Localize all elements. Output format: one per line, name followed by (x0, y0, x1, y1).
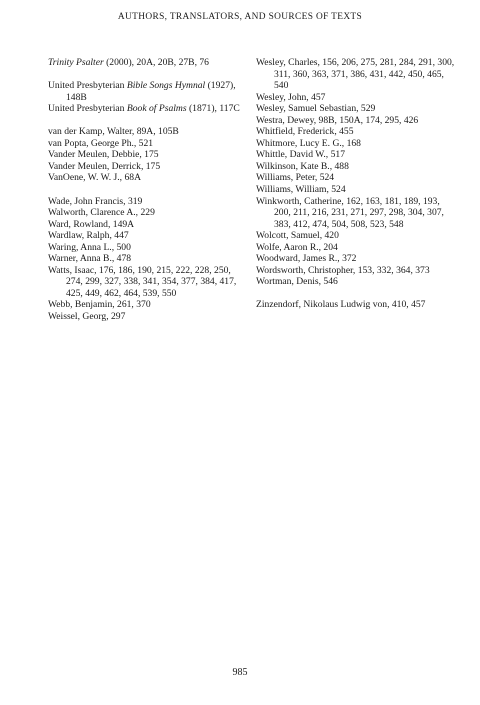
index-entry (256, 196, 456, 231)
entry-text: Whitmore, Lucy E. G., 168 (256, 137, 361, 149)
entry-text: van der Kamp, Walter, 89A, 105B (48, 126, 179, 138)
index-entry (48, 299, 243, 311)
entry-text: Williams, Peter, 524 (256, 172, 335, 184)
entry-text: Watts, Isaac, 176, 186, 190, 215, 222, 228, 250, 274, 299, 327, 338, 341, 354, 377, 384, 417, 425, 449, 462, 464, 539, 550 (48, 264, 237, 299)
index-entry (48, 172, 243, 184)
entry-text: Wolcott, Samuel, 420 (256, 230, 339, 242)
index-entry (256, 184, 456, 196)
entry-text: Zinzendorf, Nikolaus Ludwig von, 410, 457 (256, 299, 426, 311)
index-entry (256, 57, 456, 92)
entry-title-italic: Trinity Psalter (48, 57, 104, 68)
entry-text: Walworth, Clarence A., 229 (48, 207, 155, 219)
index-entry (48, 149, 243, 161)
index-column-right (256, 57, 456, 311)
index-entry (48, 207, 243, 219)
entry-text: Warner, Anna B., 478 (48, 253, 132, 265)
entry-title-italic: Book of Psalms (126, 103, 187, 115)
entry-text: (1927), 148B (66, 80, 236, 103)
index-entry (256, 242, 456, 254)
entry-text: Ward, Rowland, 149A (48, 218, 135, 230)
entry-text: Williams, William, 524 (256, 184, 346, 196)
entry-text: Winkworth, Catherine, 162, 163, 181, 189, 193, 200, 211, 216, 231, 271, 297, 298, 304, 307, 383, 412, 474, 504, 508, 523, 548 (256, 195, 444, 230)
entry-text: (1871), 117C (186, 103, 240, 115)
entry-text: Woodward, James R., 372 (256, 253, 357, 265)
entry-text: Wortman, Denis, 546 (256, 276, 338, 288)
page-number: 985 (232, 667, 248, 678)
entry-text: Waring, Anna L., 500 (48, 241, 131, 253)
index-entry (256, 299, 456, 311)
index-entry (48, 242, 243, 254)
index-entry (48, 161, 243, 173)
index-entry (256, 276, 456, 288)
entry-text: Wolfe, Aaron R., 204 (256, 241, 338, 253)
index-entry (48, 126, 243, 138)
entry-text: Wordsworth, Christopher, 153, 332, 364, 373 (256, 264, 430, 276)
index-entry (48, 103, 243, 115)
index-entry (256, 230, 456, 242)
index-entry (256, 103, 456, 115)
index-entry (48, 311, 243, 323)
index-entry (48, 265, 243, 300)
entry-text: Vander Meulen, Derrick, 175 (48, 160, 161, 172)
running-head: AUTHORS, TRANSLATORS, AND SOURCES OF TEXTS (117, 12, 363, 22)
entry-text: van Popta, George Ph., 521 (48, 137, 154, 149)
entry-text: Wardlaw, Ralph, 447 (48, 230, 129, 242)
index-entry (256, 115, 456, 127)
entry-text: United Presbyterian (48, 103, 127, 115)
index-entry (48, 138, 243, 150)
entry-text: Wesley, John, 457 (256, 91, 326, 103)
entry-text: Westra, Dewey, 98B, 150A, 174, 295, 426 (256, 114, 419, 126)
index-entry (48, 80, 243, 103)
index-entry (256, 253, 456, 265)
index-entry (256, 161, 456, 173)
entry-text: Wilkinson, Kate B., 488 (256, 160, 349, 172)
index-entry (48, 253, 243, 265)
index-entry (48, 57, 243, 69)
index-entry (48, 196, 243, 208)
entry-text: Whittle, David W., 517 (256, 149, 345, 161)
index-entry (256, 265, 456, 277)
entry-text: Wade, John Francis, 319 (48, 195, 143, 207)
entry-title-italic: Bible Songs Hymnal (126, 80, 206, 92)
index-column-left (48, 57, 243, 323)
index-entry (256, 92, 456, 104)
entry-text: Whitfield, Frederick, 455 (256, 126, 354, 138)
entry-text: Webb, Benjamin, 261, 370 (48, 299, 151, 311)
index-entry (256, 126, 456, 138)
entry-text: United Presbyterian (48, 80, 127, 92)
entry-text: Wesley, Charles, 156, 206, 275, 281, 284, 291, 300, 311, 360, 363, 371, 386, 431, 442, 450, 465, 540 (256, 57, 455, 92)
entry-text: Wesley, Samuel Sebastian, 529 (256, 103, 376, 115)
index-entry (48, 230, 243, 242)
index-entry (256, 172, 456, 184)
entry-text: Weissel, Georg, 297 (48, 311, 126, 323)
index-entry (48, 219, 243, 231)
index-entry (256, 149, 456, 161)
entry-text: Vander Meulen, Debbie, 175 (48, 149, 159, 161)
entry-text: (2000), 20A, 20B, 27B, 76 (103, 57, 209, 68)
index-entry (256, 138, 456, 150)
entry-text: VanOene, W. W. J., 68A (48, 172, 142, 184)
